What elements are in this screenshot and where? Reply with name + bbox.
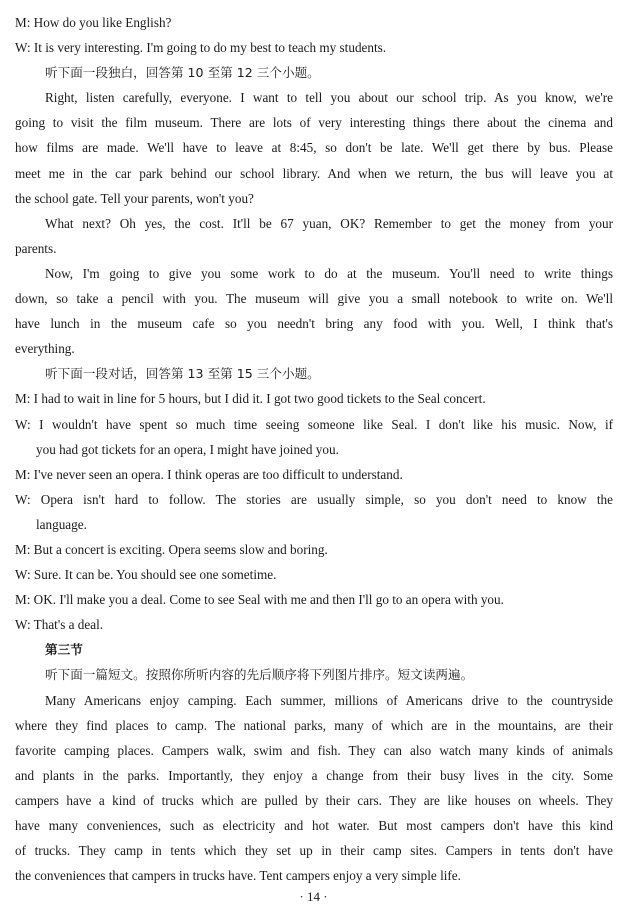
text-line: have lunch in the museum cafe so you needn't bring any food with you. Well, I think that's [15, 316, 613, 332]
page-number: · 14 · [299, 889, 328, 904]
text-line: W: I wouldn't have spent so much time seeing someone like Seal. I don't like his music. Now, if [15, 416, 613, 432]
text-line: M: I've never seen an opera. I think operas are too difficult to understand. [15, 466, 403, 482]
text-line: W: It is very interesting. I'm going to do my best to teach my students. [15, 40, 387, 56]
text-line: M: I had to wait in line for 5 hours, but I did it. I got two good tickets to the Seal concert. [15, 391, 486, 407]
text-line: campers have a kind of trucks which are pulled by their cars. They are like houses on wheels. They [15, 792, 613, 808]
text-line: W: Opera isn't hard to follow. The stories are usually simple, so you don't need to know the [15, 491, 613, 507]
text-line: What next? Oh yes, the cost. It'll be 67 yuan, OK? Remember to get the money from your [45, 215, 613, 231]
text-line: have many conveniences, such as electricity and hot water. But most campers don't have this kind [15, 818, 613, 833]
text-line: meet me in the car park behind our school library. And when we return, the bus will leave you at [15, 165, 613, 181]
text-line: M: OK. I'll make you a deal. Come to see Seal with me and then I'll go to an opera with you. [15, 592, 504, 608]
text-line: M: But a concert is exciting. Opera seems slow and boring. [15, 541, 328, 557]
text-line: the school gate. Tell your parents, won't you? [15, 190, 254, 206]
text-line: 听下面一段独白，回答第 10 至第 12 三个小题。 [45, 65, 320, 81]
text-line: you had got tickets for an opera, I might have joined you. [36, 441, 339, 457]
text-body [15, 10, 613, 888]
text-line: everything. [15, 341, 75, 357]
text-line: 听下面一段对话，回答第 13 至第 15 三个小题。 [45, 366, 320, 382]
text-line: how films are made. We'll have to leave at 8:45, so don't be late. We'll get there by bus. Please [15, 140, 613, 156]
text-line: of trucks. They camp in tents which they set up in their camp sites. Campers in tents don't have [15, 843, 613, 859]
text-line: 第三节 [45, 642, 83, 658]
text-line: parents. [15, 240, 57, 256]
text-line: M: How do you like English? [15, 15, 172, 30]
text-line: the conveniences that campers in trucks have. Tent campers enjoy a very simple life. [15, 868, 461, 884]
text-line: Now, I'm going to give you some work to do at the museum. You'll need to write things [45, 265, 613, 281]
text-line: 听下面一篇短文。按照你所听内容的先后顺序将下列图片排序。短文读两遍。 [45, 667, 474, 683]
text-line: where they find places to camp. The national parks, many of which are in the mountains, are their [15, 717, 613, 733]
text-line: language. [36, 516, 87, 532]
text-line: down, so take a pencil with you. The museum will give you a small notebook to write on. We'll [15, 291, 613, 307]
text-line: W: Sure. It can be. You should see one sometime. [15, 567, 277, 583]
text-line: W: That's a deal. [15, 617, 104, 633]
text-line: going to visit the film museum. There are lots of very interesting things there about the cinema and [15, 115, 613, 131]
text-line: favorite camping places. Campers walk, swim and fish. They can also watch many kinds of animals [15, 742, 613, 758]
text-line: and plants in the parks. Importantly, they enjoy a change from their busy lives in the city. Some [15, 767, 613, 783]
text-line: Right, listen carefully, everyone. I want to tell you about our school trip. As you know, we're [45, 90, 613, 106]
text-line: Many Americans enjoy camping. Each summer, millions of Americans drive to the countryside [45, 692, 613, 708]
